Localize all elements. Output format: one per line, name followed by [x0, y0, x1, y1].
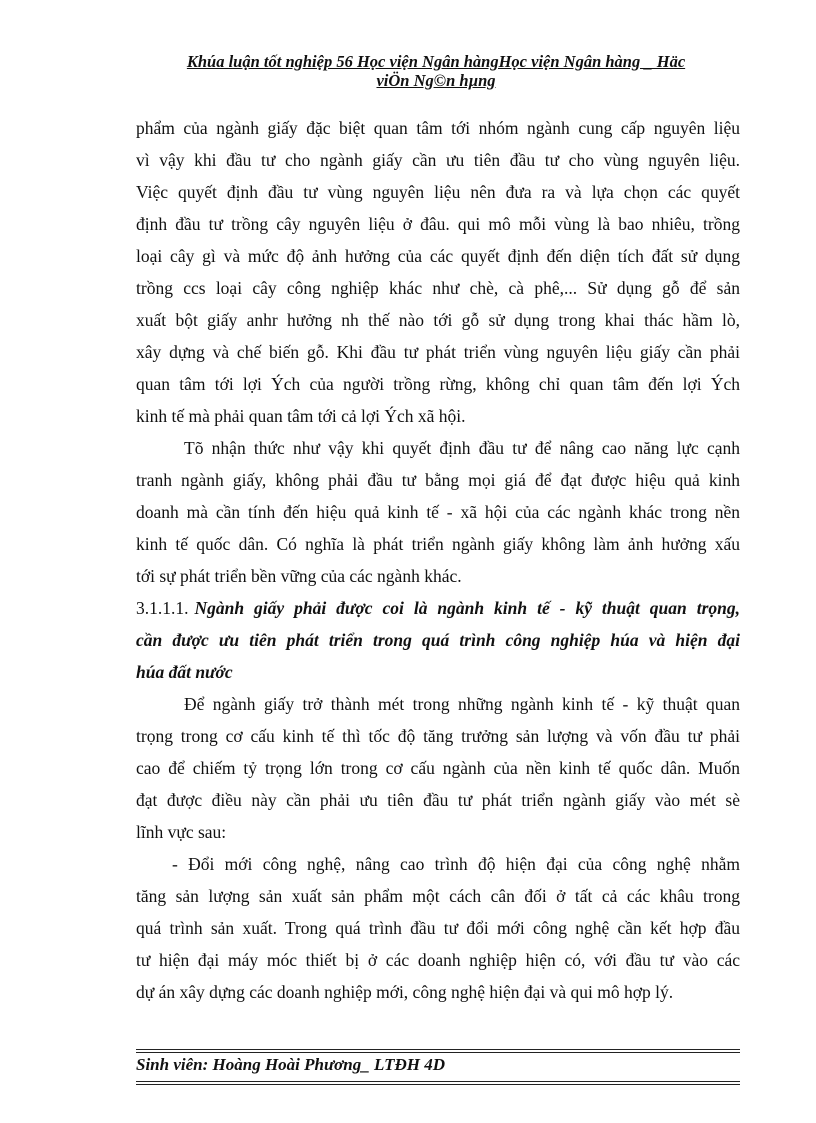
text-line: dự án xây dựng các doanh nghiệp mới, công nghệ hiện đại và qui mô hợp lý.: [136, 982, 674, 1002]
section-heading-line-1: [136, 592, 740, 624]
text-line: Để ngành giấy trở thành mét trong những ngành kinh tế - kỹ thuật quan: [184, 694, 740, 714]
text-line: phẩm của ngành giấy đặc biệt quan tâm tới nhóm ngành cung cấp nguyên liệu: [136, 118, 740, 138]
text-line: trọng trong cơ cấu kinh tế thì tốc độ tăng trưởng sản lượng và vốn đầu tư phải: [136, 726, 740, 746]
section-heading: [136, 592, 740, 688]
paragraph-3: [136, 688, 740, 848]
text-line: tư hiện đại máy móc thiết bị ở các doanh nghiệp hiện có, với đầu tư vào các: [136, 950, 740, 970]
text-line: cao để chiếm tỷ trọng lớn trong cơ cấu ngành của nền kinh tế quốc dân. Muốn: [136, 758, 740, 778]
text-line: doanh mà cần tính đến hiệu quả kinh tế - xã hội của các ngành khác trong nền: [136, 502, 740, 522]
section-heading-line-2: cần được ưu tiên phát triển trong quá trình công nghiệp húa và hiện đại: [136, 630, 740, 650]
section-heading-line-3: húa đất nước: [136, 662, 233, 682]
text-line: xây dựng và chế biến gỗ. Khi đầu tư phát triển vùng nguyên liệu giấy cần phải: [136, 342, 740, 362]
text-line: định đầu tư trồng cây nguyên liệu ở đâu. qui mô mỗi vùng là bao nhiêu, trồng: [136, 214, 740, 234]
page-footer: Sinh viên: Hoàng Hoài Phương_ LTĐH 4D: [136, 1055, 445, 1074]
text-line: lĩnh vực sau:: [136, 822, 227, 842]
footer-rule-top: [136, 1049, 740, 1050]
page-header: [136, 52, 736, 90]
text-line: quá trình sản xuất. Trong quá trình đầu tư đổi mới công nghệ cần kết hợp đầu: [136, 918, 740, 938]
footer-rule-top-double: [136, 1052, 740, 1053]
header-line-1: Khúa luận tốt nghiệp 56 Học viện Ngân hàngHọc viện Ngân hàng _ Häc: [186, 52, 686, 71]
text-line: kinh tế quốc dân. Có nghĩa là phát triển ngành giấy không làm ảnh hưởng xấu: [136, 534, 740, 554]
text-line: xuất bột giấy anhr hưởng nh thế nào tới gỗ sử dụng trong khai thác hầm lò,: [136, 310, 740, 330]
document-body: [136, 112, 740, 1008]
text-line: Tõ nhận thức như vậy khi quyết định đầu tư để nâng cao năng lực cạnh: [184, 438, 740, 458]
paragraph-1: [136, 112, 740, 432]
text-line: - Đổi mới công nghệ, nâng cao trình độ hiện đại của công nghệ nhằm: [172, 854, 740, 874]
footer-rule-bottom-double: [136, 1084, 740, 1085]
text-line: tăng sản lượng sản xuất sản phẩm một cách cân đối ở tất cả các khâu trong: [136, 886, 740, 906]
text-line: vì vậy khi đầu tư cho ngành giấy cần ưu tiên đầu tư cho vùng nguyên liệu.: [136, 150, 740, 170]
section-number: 3.1.1.1.: [136, 598, 189, 618]
paragraph-4: [136, 848, 740, 1008]
text-line: loại cây gì và mức độ ảnh hưởng của các quyết định đến diện tích đất sử dụng: [136, 246, 740, 266]
text-line: kinh tế mà phải quan tâm tới cả lợi Ých xã hội.: [136, 406, 466, 426]
footer-rule-bottom: [136, 1081, 740, 1082]
text-line: tới sự phát triển bền vững của các ngành khác.: [136, 566, 462, 586]
text-line: đạt được điều này cần phải ưu tiên đầu tư phát triển ngành giấy vào mét sè: [136, 790, 740, 810]
header-line-2: viÖn Ng©n hµng: [376, 71, 496, 90]
text-line: Việc quyết định đầu tư vùng nguyên liệu nên đưa ra và lựa chọn các quyết: [136, 182, 740, 202]
text-line: trồng ccs loại cây công nghiệp khác như chè, cà phê,... Sử dụng gỗ để sản: [136, 278, 740, 298]
text-line: quan tâm tới lợi Ých của người trồng rừng, không chỉ quan tâm đến lợi Ých: [136, 374, 740, 394]
paragraph-2: [136, 432, 740, 592]
text-line: tranh ngành giấy, không phải đầu tư bằng mọi giá để đạt được hiệu quả kinh: [136, 470, 740, 490]
section-title-part: Ngành giấy phải được coi là ngành kinh tế - kỹ thuật quan trọng,: [194, 598, 740, 618]
